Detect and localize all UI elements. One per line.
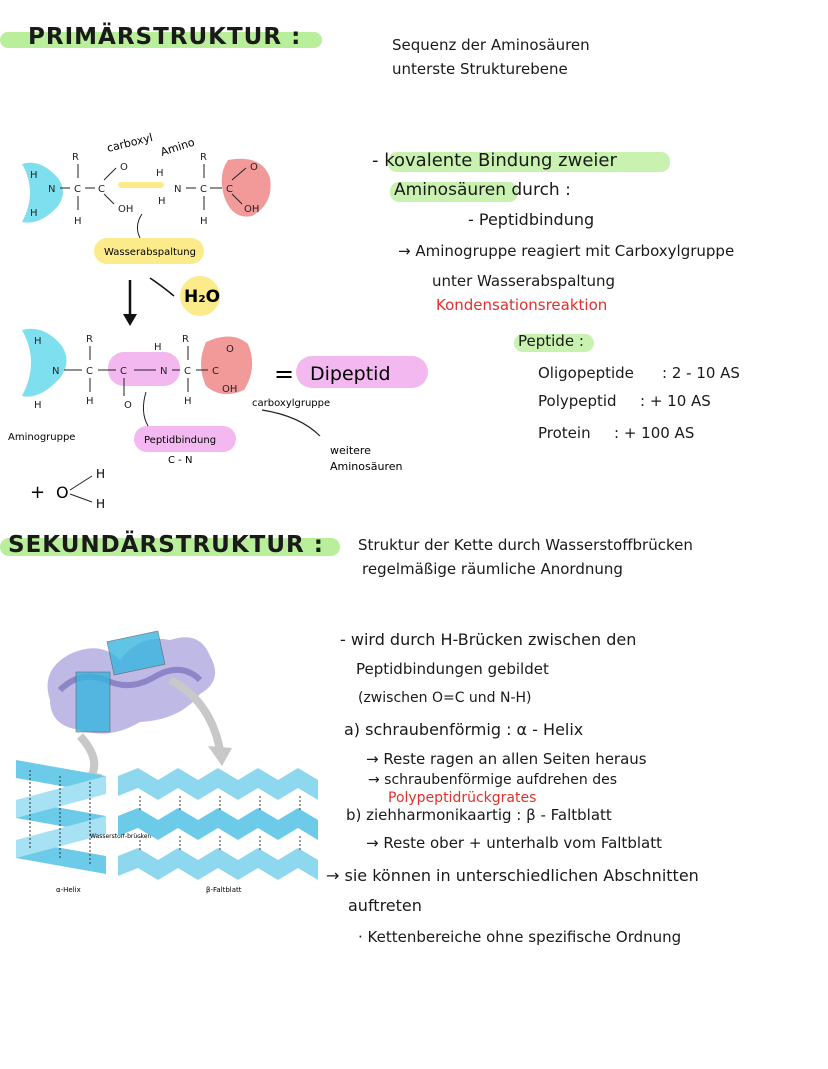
svg-text:H: H: [30, 170, 38, 181]
svg-text:H: H: [154, 342, 162, 353]
carboxyl-label: carboxyl: [105, 130, 155, 155]
svg-text:O: O: [56, 483, 69, 502]
svg-text:H: H: [30, 208, 38, 219]
svg-text:OH: OH: [244, 204, 260, 215]
fig-helix-label: α-Helix: [56, 886, 81, 894]
svg-text:O: O: [124, 400, 132, 411]
secondary-b1c: (zwischen O=C und N-H): [358, 690, 532, 706]
beta-sheet-graphic: [118, 768, 318, 894]
secondary-b1: - wird durch H-Brücken zwischen den: [340, 630, 637, 649]
secondary-a-sub2: → schraubenförmige aufdrehen des: [368, 772, 618, 788]
amino-blob-top: [22, 163, 63, 223]
secondary-b-line: b) ziehharmonikaartig : β - Faltblatt: [346, 806, 612, 824]
svg-text:H: H: [34, 400, 42, 411]
svg-text:H: H: [86, 396, 94, 407]
svg-text:N: N: [160, 366, 168, 377]
svg-text:H: H: [34, 336, 42, 347]
svg-text:R: R: [86, 334, 93, 345]
svg-text:H: H: [158, 196, 166, 207]
svg-text:R: R: [200, 152, 207, 163]
peptide-reaction-diagram: [0, 130, 440, 520]
svg-text:N: N: [52, 366, 60, 377]
protein-structure-figure: [10, 610, 330, 900]
helix-box: [76, 672, 110, 732]
bond-highlight-top: [118, 182, 164, 188]
svg-text:N: N: [174, 184, 182, 195]
primary-bullet1b: Aminosäuren durch :: [394, 180, 571, 200]
svg-text:OH: OH: [118, 204, 134, 215]
peptide-label: Peptide :: [518, 332, 584, 350]
svg-text:H: H: [184, 396, 192, 407]
secondary-b1b: Peptidbindungen gebildet: [356, 660, 549, 678]
svg-text:N: N: [48, 184, 56, 195]
svg-text:C: C: [212, 366, 219, 377]
svg-text:C: C: [226, 184, 233, 195]
fig-sheet-label: β-Faltblatt: [206, 886, 242, 894]
wasser-arrow: [137, 214, 142, 238]
primary-bullet2: - Peptidbindung: [468, 210, 595, 229]
svg-text:C: C: [98, 184, 105, 195]
svg-text:C: C: [74, 184, 81, 195]
secondary-c-line2: auftreten: [348, 896, 422, 915]
svg-text:C: C: [184, 366, 191, 377]
svg-text:H: H: [156, 168, 164, 179]
secondary-a-sub1: → Reste ragen an allen Seiten heraus: [366, 750, 647, 768]
amino-label: Amino: [158, 135, 197, 159]
aminosaeuren-label: Aminosäuren: [330, 460, 403, 473]
secondary-a-line: a) schraubenförmig : α - Helix: [344, 720, 584, 739]
primary-arrow1: → Aminogruppe reagiert mit Carboxylgruppe: [398, 242, 735, 260]
svg-text:C: C: [86, 366, 93, 377]
peptide-row-poly-name: Polypeptid: [538, 392, 617, 410]
primary-def-line1: Sequenz der Aminosäuren: [392, 36, 590, 54]
peptide-row-oligo-name: Oligopeptide: [538, 364, 634, 382]
water-plus: +: [30, 482, 46, 503]
svg-text:O: O: [120, 162, 128, 173]
secondary-title: SEKUNDÄRSTRUKTUR :: [8, 532, 324, 558]
primary-bullet1: - kovalente Bindung zweier: [372, 150, 617, 171]
secondary-c-line: → sie können in unterschiedlichen Abschnitten: [326, 866, 699, 885]
dipeptid-label: Dipeptid: [310, 363, 391, 385]
svg-text:H: H: [200, 216, 208, 227]
primary-arrow1b: unter Wasserabspaltung: [432, 272, 615, 290]
svg-text:H: H: [96, 467, 106, 481]
svg-text:R: R: [182, 334, 189, 345]
weitere-label: weitere: [330, 444, 371, 457]
secondary-def-line2: regelmäßige räumliche Anordnung: [362, 560, 623, 578]
secondary-b-sub1: → Reste ober + unterhalb vom Faltblatt: [366, 834, 662, 852]
aminogruppe-label: Aminogruppe: [8, 432, 76, 443]
svg-text:C: C: [120, 366, 127, 377]
amino-blob-bottom: [22, 329, 67, 397]
h2o-label: H₂O: [184, 287, 221, 307]
peptide-row-protein-name: Protein: [538, 424, 591, 442]
equals-sign: =: [274, 360, 295, 388]
svg-text:O: O: [250, 162, 258, 173]
svg-text:H: H: [96, 497, 106, 511]
svg-text:R: R: [72, 152, 79, 163]
svg-text:OH: OH: [222, 384, 238, 395]
svg-text:H: H: [74, 216, 82, 227]
peptide-row-protein-value: : + 100 AS: [614, 424, 695, 442]
fig-bridges-label: Wasserstoff-brücken: [90, 833, 152, 840]
peptide-bond-blob: [108, 352, 180, 386]
secondary-dot-line: · Kettenbereiche ohne spezifische Ordnung: [358, 928, 682, 946]
primary-title: PRIMÄRSTRUKTUR :: [28, 24, 302, 50]
secondary-def-line1: Struktur der Kette durch Wasserstoffbrücken: [358, 536, 693, 554]
secondary-a-red: Polypeptidrückgrates: [388, 790, 537, 806]
peptide-row-oligo-value: : 2 - 10 AS: [662, 364, 740, 382]
svg-text:O: O: [226, 344, 234, 355]
wasserabspaltung-label: Wasserabspaltung: [104, 247, 196, 258]
cn-label: C - N: [168, 455, 193, 466]
primary-def-line2: unterste Strukturebene: [392, 60, 568, 78]
peptidbindung-label: Peptidbindung: [144, 435, 217, 446]
carboxylgruppe-label: carboxylgruppe: [252, 398, 331, 409]
peptide-row-poly-value: : + 10 AS: [640, 392, 711, 410]
svg-text:C: C: [200, 184, 207, 195]
primary-red-term: Kondensationsreaktion: [436, 296, 608, 314]
